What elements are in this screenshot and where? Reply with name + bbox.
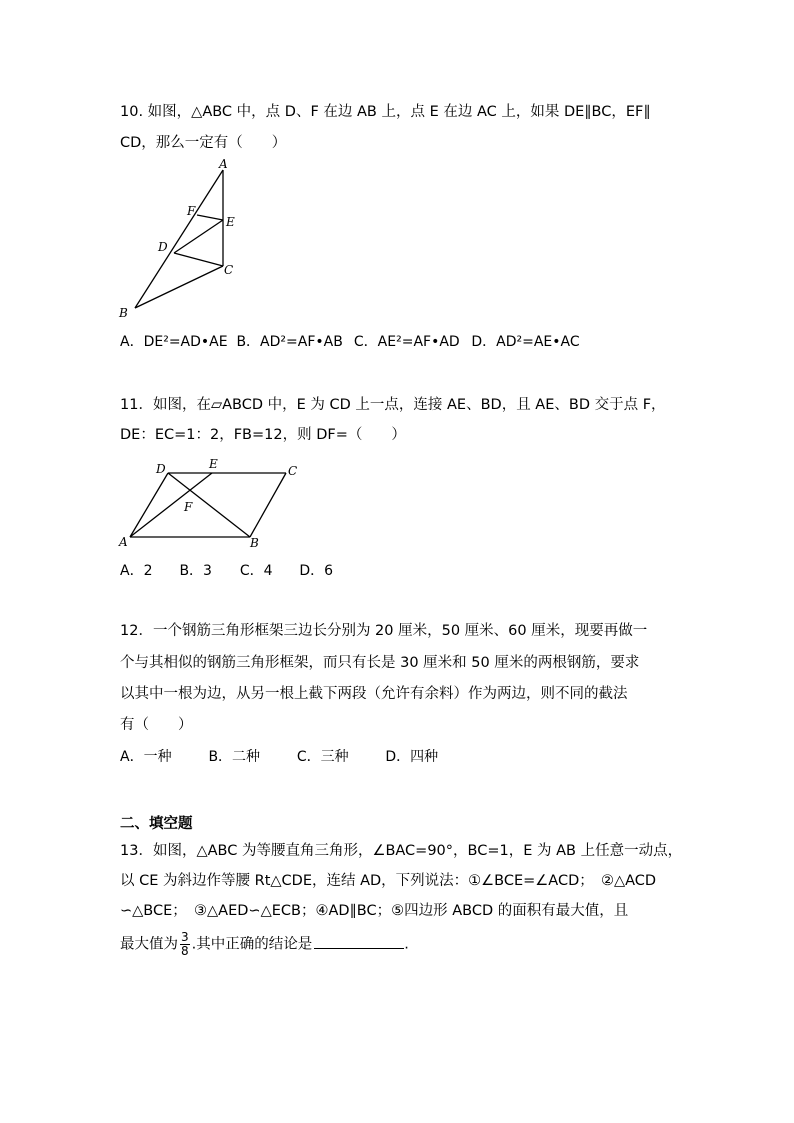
q13-line4-suffix: .其中正确的结论是 <box>191 936 313 953</box>
q10-option-b[interactable]: B．AD²=AF•AB <box>236 334 343 350</box>
label-B: B <box>250 536 259 550</box>
fraction-max-area <box>180 931 190 958</box>
seg-FE <box>197 215 223 220</box>
label-D: D <box>158 240 168 254</box>
q10-stem-line1: 10. 如图，△ABC 中，点 D、F 在边 AB 上，点 E 在边 AC 上，如果 DE∥BC，EF∥ <box>120 104 651 120</box>
label-F: F <box>187 204 196 218</box>
answer-blank[interactable] <box>314 934 404 949</box>
q12-stem-line2: 个与其相似的钢筋三角形框架，而只有长是 30 厘米和 50 厘米的两根钢筋，要求 <box>120 655 640 671</box>
q13-stem-line1: 13．如图，△ABC 为等腰直角三角形，∠BAC=90°，BC=1，E 为 AB 上任意一动点， <box>120 843 683 859</box>
q12-option-b[interactable]: B．二种 <box>208 749 261 765</box>
label-A: A <box>219 157 228 171</box>
label-A: A <box>119 535 128 549</box>
q10-option-a[interactable]: A．DE²=AD•AE <box>120 334 228 350</box>
label-D: D <box>156 462 166 476</box>
q10-figure <box>110 158 260 323</box>
fraction-denominator: 8 <box>181 944 189 958</box>
seg-BD <box>168 473 250 537</box>
q10-option-d[interactable]: D．AD²=AE•AC <box>471 334 580 350</box>
q13-stem-line2: 以 CE 为斜边作等腰 Rt△CDE，连结 AD，下列说法：①∠BCE=∠ACD； ②△ACD <box>120 873 657 889</box>
q11-stem-line2: DE：EC=1：2，FB=12，则 DF=（ ） <box>120 427 406 443</box>
seg-DC <box>174 253 223 266</box>
seg-AE <box>130 473 212 537</box>
q13-stem-line4 <box>120 931 409 958</box>
q12-stem-line3: 以其中一根为边，从另一根上截下两段（允许有余料）作为两边，则不同的截法 <box>120 686 628 702</box>
q11-options <box>120 561 333 581</box>
q12-option-c[interactable]: C．三种 <box>296 749 349 765</box>
q11-option-c[interactable]: C．4 <box>239 563 273 579</box>
q12-stem-line1: 12．一个钢筋三角形框架三边长分别为 20 厘米，50 厘米、60 厘米，现要再做一 <box>120 623 648 639</box>
q12-option-a[interactable]: A．一种 <box>120 749 172 765</box>
label-B: B <box>119 306 128 320</box>
label-E: E <box>226 215 235 229</box>
q11-option-d[interactable]: D．6 <box>299 563 334 579</box>
q10-option-c[interactable]: C．AE²=AF•AD <box>353 334 460 350</box>
seg-BC <box>250 473 286 537</box>
q12-options <box>120 747 438 767</box>
label-C: C <box>288 464 298 478</box>
seg-AD <box>130 473 168 537</box>
q10-stem-line2: CD，那么一定有（ ） <box>120 135 287 151</box>
label-F: F <box>184 500 193 514</box>
q11-figure <box>110 455 310 550</box>
label-C: C <box>224 263 234 277</box>
q13-stem-line3: ∽△BCE； ③△AED∽△ECB；④AD∥BC；⑤四边形 ABCD 的面积有最大值，且 <box>120 903 629 919</box>
q11-option-b[interactable]: B．3 <box>179 563 212 579</box>
q11-stem-line1: 11．如图，在▱ABCD 中，E 为 CD 上一点，连接 AE、BD，且 AE、BD 交于点 F， <box>120 397 666 413</box>
q12-stem-line4: 有（ ） <box>120 717 193 733</box>
q12-option-d[interactable]: D．四种 <box>385 749 439 765</box>
q11-option-a[interactable]: A．2 <box>120 563 153 579</box>
fraction-numerator: 3 <box>181 930 189 944</box>
q13-line4-prefix: 最大值为 <box>120 936 178 953</box>
q10-options <box>120 332 580 352</box>
label-E: E <box>209 457 218 471</box>
section-title: 二、填空题 <box>120 816 193 832</box>
q13-line4-end: . <box>404 936 409 953</box>
